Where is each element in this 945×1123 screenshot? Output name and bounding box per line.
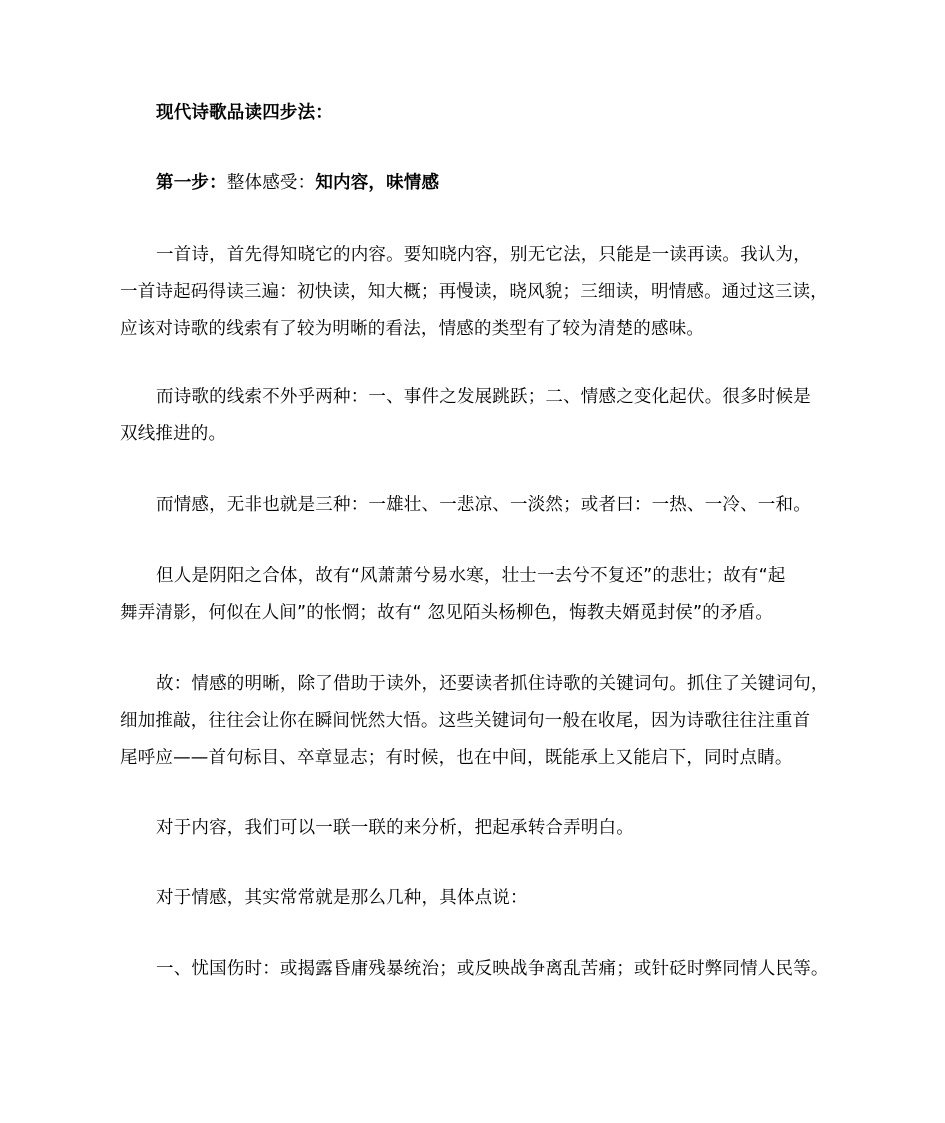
paragraph-line: 一、忧国伤时：或揭露昏庸残暴统治；或反映战争离乱苦痛；或针砭时弊同情人民等。 [156,959,829,979]
paragraph-line: 应该对诗歌的线索有了较为明晰的看法，情感的类型有了较为清楚的感味。 [120,319,705,339]
paragraph-line: 一首诗，首先得知晓它的内容。要知晓内容，别无它法，只能是一读再读。我认为， [156,245,811,265]
paragraph-line: 细加推敲，往往会让你在瞬间恍然大悟。这些关键词句一般在收尾，因为诗歌往往注重首 [120,711,811,731]
paragraph-line: 舞弄清影，何似在人间”的怅惘；故有“ 忽见陌头杨柳色，悔教夫婿觅封侯”的矛盾。 [120,603,774,623]
paragraph-line: 故：情感的明晰，除了借助于读外，还要读者抓住诗歌的关键词句。抓住了关键词句， [156,674,829,694]
step-subtitle: 整体感受： [226,173,316,193]
paragraph-line: 对于情感，其实常常就是那么几种，具体点说： [156,888,528,908]
paragraph-line: 双线推进的。 [120,424,227,444]
paragraph-line: 而情感，无非也就是三种：一雄壮、一悲凉、一淡然；或者曰：一热、一冷、一和。 [156,495,811,515]
step-heading [156,172,439,194]
paragraph-line: 但人是阴阳之合体，故有“风萧萧兮易水寒，壮士一去兮不复还”的悲壮；故有“起 [156,566,786,586]
paragraph-line: 一首诗起码得读三遍：初快读，知大概；再慢读，晓风貌；三细读，明情感。通过这三读， [120,282,828,302]
paragraph-line: 对于内容，我们可以一联一联的来分析，把起承转合弄明白。 [156,818,634,838]
paragraph-line: 而诗歌的线索不外乎两种：一、事件之发展跳跃；二、情感之变化起伏。很多时候是 [156,387,811,407]
document-title: 现代诗歌品读四步法： [156,103,333,123]
step-label: 第一步： [156,173,227,193]
step-emphasis: 知内容，味情感 [315,173,440,193]
paragraph-line: 尾呼应——首句标目、卒章显志；有时候，也在中间，既能承上又能启下，同时点睛。 [120,748,793,768]
